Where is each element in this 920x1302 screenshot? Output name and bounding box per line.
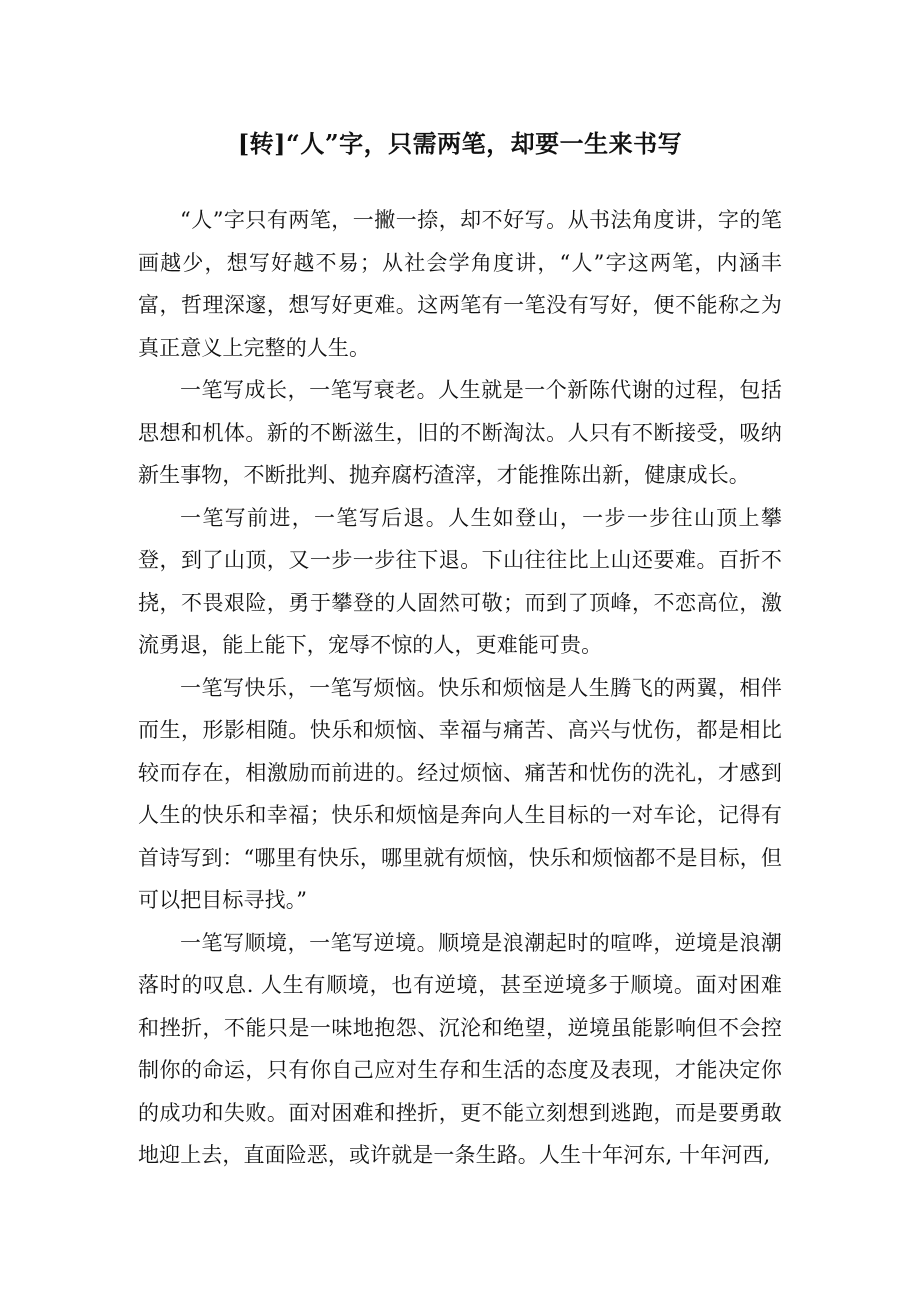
paragraph-3: 一笔写前进，一笔写后退。人生如登山，一步一步往山顶上攀登，到了山顶，又一步一步往下退。下山往往比上山还要难。百折不挠，不畏艰险，勇于攀登的人固然可敬；而到了顶峰，不恋高位，激流勇退，能上能下，宠辱不惊的人，更难能可贵。 [138,505,782,657]
paragraph-5: 一笔写顺境，一笔写逆境。顺境是浪潮起时的喧哗，逆境是浪潮落时的叹息. 人生有顺境，也有逆境，甚至逆境多于顺境。面对困难和挫折，不能只是一味地抱怨、沉沦和绝望，逆境虽能影响但不会控制你的命运，只有你自己应对生存和生活的态度及表现，才能决定你的成功和失败。面对困难和挫折，更不能立刻想到逃跑，而是要勇敢地迎上去，直面险恶，或许就是一条生路。人生十年河东, 十年河西, [138,930,782,1167]
paragraph-1: “人”字只有两笔，一撇一捺，却不好写。从书法角度讲，字的笔画越少，想写好越不易；从社会学角度讲，“人”字这两笔，内涵丰富，哲理深邃，想写好更难。这两笔有一笔没有写好，便不能称之为真正意义上完整的人生。 [138,208,782,360]
paragraph-4: 一笔写快乐，一笔写烦恼。快乐和烦恼是人生腾飞的两翼，相伴而生，形影相随。快乐和烦恼、幸福与痛苦、高兴与忧伤，都是相比较而存在，相激励而前进的。经过烦恼、痛苦和忧伤的洗礼，才感到人生的快乐和幸福；快乐和烦恼是奔向人生目标的一对车论，记得有首诗写到：“哪里有快乐，哪里就有烦恼，快乐和烦恼都不是目标，但可以把目标寻找。” [138,675,782,912]
document-title: [转]“人”字，只需两笔，却要一生来书写 [237,129,683,158]
paragraph-2: 一笔写成长，一笔写衰老。人生就是一个新陈代谢的过程，包括思想和机体。新的不断滋生，旧的不断淘汰。人只有不断接受，吸纳新生事物，不断批判、抛弃腐朽渣滓，才能推陈出新，健康成长。 [138,378,782,487]
document-body [138,199,782,1177]
